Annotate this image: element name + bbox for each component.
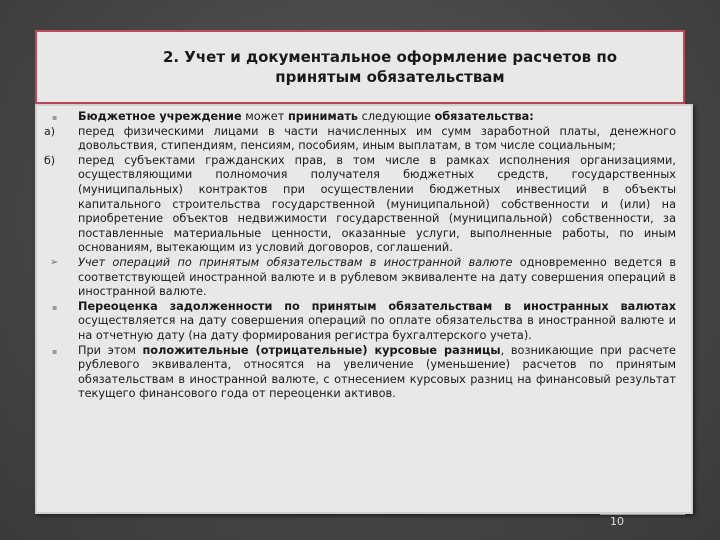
text-span: осуществляется на дату совершения операций по оплате обязательства в иностранной валюте и на отчетную дату (на дату формирования регистра бухгалтерского учета).	[78, 314, 676, 342]
text-accept: принимать	[287, 110, 359, 123]
paragraph-exchange-differences	[46, 344, 676, 402]
paragraph-obligations	[46, 110, 676, 125]
text-span: одновременно ведется в соответствующей иностранной валюте и в рублевом эквиваленте на дату совершения операций в иностранной валюте.	[78, 255, 676, 299]
list-item-b	[46, 154, 676, 256]
paragraph-foreign-currency	[46, 256, 676, 300]
page-number: 10	[610, 515, 624, 528]
text-revaluation: Переоценка задолженности по принятым обязательствам в иностранных валютах	[78, 299, 676, 313]
list-item-a	[46, 125, 676, 154]
text-span: следующие	[358, 110, 435, 123]
text-italic-accounting: Учет операций по принятым обязательствам в иностранной валюте	[78, 255, 513, 269]
text-span: , возникающие при расчете рублевого эквивалента, относятся на увеличение (уменьшение) расчетов по принятым обязательствам в иностранной валюте, с отнесением курсовых разниц на финансовый результат текущего финансового года от переоценки активов.	[78, 343, 676, 401]
list-marker-a: а)	[44, 124, 56, 138]
list-marker-b: б)	[44, 153, 56, 167]
arrow-bullet-icon: ➢	[50, 256, 59, 268]
text-budget-institution: Бюджетное учреждение	[78, 110, 242, 123]
text-span: может	[241, 110, 288, 123]
bullet-icon: ▪	[52, 346, 58, 356]
bullet-icon: ▪	[52, 113, 58, 122]
slide-content	[46, 110, 676, 402]
list-item-b-text: перед субъектами гражданских прав, в том числе в рамках исполнения организациями, осуществляющими полномочия получателя бюджетных средств, государственных (муниципальных) контрактов при осуществлении бюджетных инвестиций в объекты капитального строительства государственной (муниципальной) собственности и (или) на приобретение объектов недвижимости государственной (муниципальной) собственности, за поставленные материальные ценности, оказанные услуги, выполненные работы, по иным основаниям, вытекающим из условий договоров, соглашений.	[78, 153, 676, 255]
paragraph-revaluation	[46, 300, 676, 344]
text-obligations: обязательства:	[434, 110, 534, 123]
list-item-a-text: перед физическими лицами в части начисленных им сумм заработной платы, денежного довольствия, стипендиям, пенсиям, пособиям, иным выплатам, в том числе социальным;	[78, 124, 676, 153]
bullet-icon: ▪	[52, 302, 58, 312]
slide-title: 2. Учет и документальное оформление расчетов по принятым обязательствам	[162, 48, 618, 86]
text-span: При этом	[78, 343, 143, 357]
text-exchange-differences: положительные (отрицательные) курсовые разницы	[142, 343, 501, 357]
title-box	[35, 30, 685, 104]
